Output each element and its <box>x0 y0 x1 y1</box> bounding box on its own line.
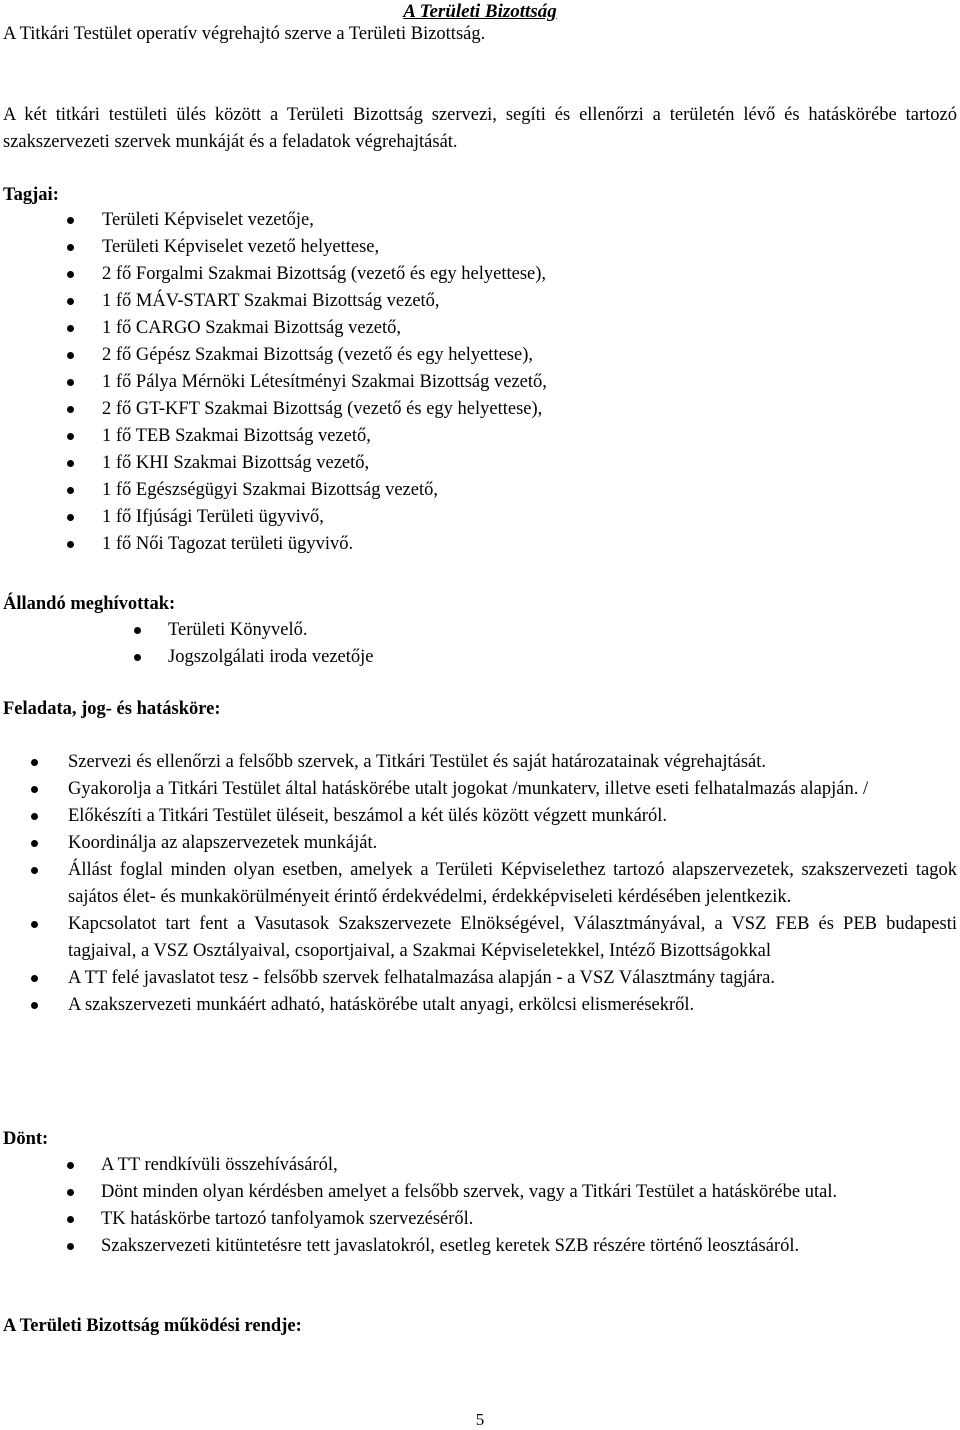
invitees-list <box>168 617 928 671</box>
list-item: 1 fő KHI Szakmai Bizottság vezető, <box>102 450 932 477</box>
duties-list <box>68 749 957 1019</box>
list-item: TK hatáskörbe tartozó tanfolyamok szervezéséről. <box>101 1206 957 1233</box>
list-item: 2 fő GT-KFT Szakmai Bizottság (vezető és egy helyettese), <box>102 396 932 423</box>
list-item: Szakszervezeti kitüntetésre tett javaslatokról, esetleg keretek SZB részére történő leosztásáról. <box>101 1233 957 1260</box>
intro-paragraph-2: A két titkári testületi ülés között a Területi Bizottság szervezi, segíti és ellenőrzi a területén lévő és hatáskörébe tartozó szakszervezeti szervek munkáját és a feladatok végrehajtását. <box>3 105 957 152</box>
list-item: 1 fő Ifjúsági Területi ügyvivő, <box>102 504 932 531</box>
decides-heading: Dönt: <box>3 1129 49 1149</box>
list-item: 2 fő Gépész Szakmai Bizottság (vezető és egy helyettese), <box>102 342 932 369</box>
list-item: Dönt minden olyan kérdésben amelyet a felsőbb szervek, vagy a Titkári Testület a hatáskörébe utal. <box>101 1179 957 1206</box>
list-item: Területi Képviselet vezető helyettese, <box>102 234 932 261</box>
list-item: Szervezi és ellenőrzi a felsőbb szervek, a Titkári Testület és saját határozatainak végrehajtását. <box>68 749 957 776</box>
operation-heading: A Területi Bizottság működési rendje: <box>3 1316 302 1336</box>
members-list <box>102 207 932 558</box>
list-item: 1 fő CARGO Szakmai Bizottság vezető, <box>102 315 932 342</box>
list-item: Állást foglal minden olyan esetben, amelyek a Területi Képviselethez tartozó alapszervezetek, szakszervezeti tagok sajátos élet- és munkakörülményeit érintő érdekvédelmi, érdekképviseleti kérdésében jelentkezik. <box>68 857 957 911</box>
page-number: 5 <box>475 1410 485 1429</box>
list-item: Jogszolgálati iroda vezetője <box>168 644 928 671</box>
list-item: A TT felé javaslatot tesz - felsőbb szervek felhatalmazása alapján - a VSZ Választmány tagjára. <box>68 965 957 992</box>
invitees-heading: Állandó meghívottak: <box>3 594 176 614</box>
list-item: Területi Képviselet vezetője, <box>102 207 932 234</box>
list-item: 1 fő Egészségügyi Szakmai Bizottság vezető, <box>102 477 932 504</box>
intro-paragraph-1: A Titkári Testület operatív végrehajtó szerve a Területi Bizottság. <box>3 24 486 44</box>
list-item: 1 fő TEB Szakmai Bizottság vezető, <box>102 423 932 450</box>
list-item: Területi Könyvelő. <box>168 617 928 644</box>
duties-heading: Feladata, jog- és hatásköre: <box>3 699 221 719</box>
list-item: 1 fő Női Tagozat területi ügyvivő. <box>102 531 932 558</box>
list-item: A szakszervezeti munkáért adható, hatáskörébe utalt anyagi, erkölcsi elismerésekről. <box>68 992 957 1019</box>
list-item: Gyakorolja a Titkári Testület által hatáskörébe utalt jogokat /munkaterv, illetve eseti felhatalmazás alapján. / <box>68 776 957 803</box>
decides-list <box>101 1152 957 1260</box>
page-title: A Területi Bizottság <box>403 1 557 22</box>
members-heading: Tagjai: <box>3 185 59 205</box>
list-item: Koordinálja az alapszervezetek munkáját. <box>68 830 957 857</box>
list-item: Kapcsolatot tart fent a Vasutasok Szakszervezete Elnökségével, Választmányával, a VSZ FEB és PEB budapesti tagjaival, a VSZ Osztályaival, csoportjaival, a Szakmai Képviseletekkel, Intéző Bizottságokkal <box>68 911 957 965</box>
list-item: A TT rendkívüli összehívásáról, <box>101 1152 957 1179</box>
list-item: 1 fő MÁV-START Szakmai Bizottság vezető, <box>102 288 932 315</box>
list-item: 2 fő Forgalmi Szakmai Bizottság (vezető és egy helyettese), <box>102 261 932 288</box>
list-item: Előkészíti a Titkári Testület üléseit, beszámol a két ülés között végzett munkáról. <box>68 803 957 830</box>
list-item: 1 fő Pálya Mérnöki Létesítményi Szakmai Bizottság vezető, <box>102 369 932 396</box>
